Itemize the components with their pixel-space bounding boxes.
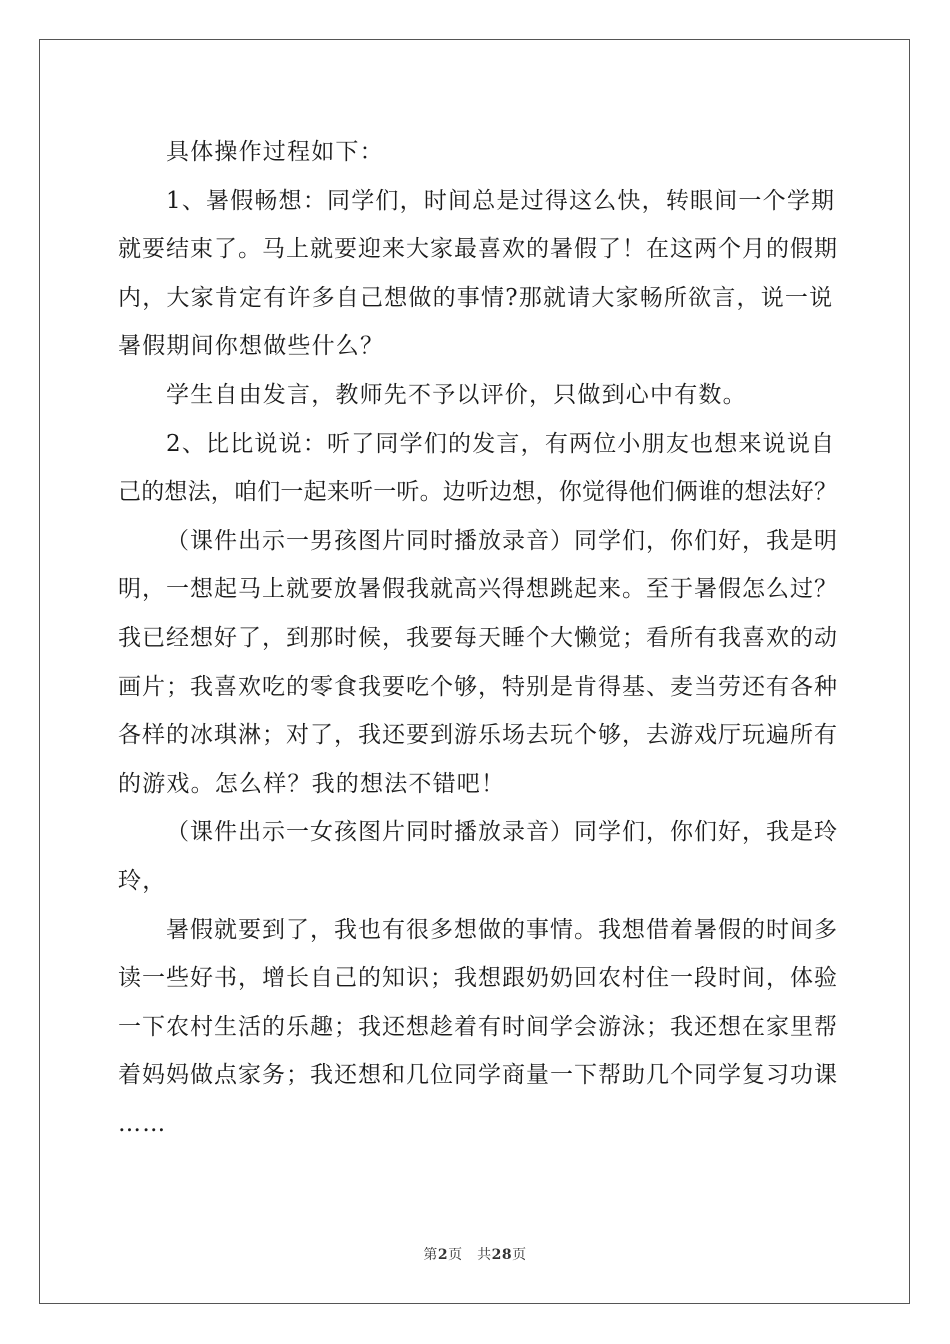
text-line: 内，大家肯定有许多自己想做的事情?那就请大家畅所欲言，说一说 xyxy=(118,284,834,311)
text-line: 着妈妈做点家务；我还想和几位同学商量一下帮助几个同学复习功课 xyxy=(118,1062,838,1089)
text-line: 暑假就要到了，我也有很多想做的事情。我想借着暑假的时间多 xyxy=(166,916,838,943)
text-line: 学生自由发言，教师先不予以评价，只做到心中有数。 xyxy=(166,381,747,408)
current-page-number: 2 xyxy=(437,1247,449,1263)
text-line: 玲， xyxy=(118,867,167,894)
page-prefix: 第 xyxy=(423,1247,438,1263)
text-line: 一下农村生活的乐趣；我还想趁着有时间学会游泳；我还想在家里帮 xyxy=(118,1013,838,1040)
total-page-count: 28 xyxy=(491,1247,513,1263)
document-body xyxy=(118,128,838,1148)
text-line: 我已经想好了，到那时候，我要每天睡个大懒觉；看所有我喜欢的动 xyxy=(118,624,838,651)
text-line: 各样的冰琪淋；对了，我还要到游乐场去玩个够，去游戏厅玩遍所有 xyxy=(118,722,838,749)
text-line: 明，一想起马上就要放暑假我就高兴得想跳起来。至于暑假怎么过？ xyxy=(118,576,838,603)
text-line: 具体操作过程如下： xyxy=(166,139,384,165)
page-mid: 页 共 xyxy=(448,1247,492,1263)
page-suffix: 页 xyxy=(512,1247,527,1263)
text-line: …… xyxy=(118,1110,167,1137)
text-line: 己的想法，咱们一起来听一听。边听边想，你觉得他们俩谁的想法好？ xyxy=(118,479,838,506)
text-line: 1、暑假畅想：同学们，时间总是过得这么快，转眼间一个学期 xyxy=(166,187,836,214)
text-line: （课件出示一男孩图片同时播放录音）同学们，你们好，我是明 xyxy=(166,527,838,554)
page-footer xyxy=(0,1244,950,1264)
text-line: 读一些好书，增长自己的知识；我想跟奶奶回农村住一段时间，体验 xyxy=(118,965,838,992)
text-line: 2、比比说说：听了同学们的发言，有两位小朋友也想来说说自 xyxy=(166,430,836,457)
text-line: 就要结束了。马上就要迎来大家最喜欢的暑假了！在这两个月的假期 xyxy=(118,236,838,263)
text-line: 画片；我喜欢吃的零食我要吃个够，特别是肯得基、麦当劳还有各种 xyxy=(118,673,838,700)
text-line: 的游戏。怎么样？我的想法不错吧！ xyxy=(118,770,506,797)
text-line: （课件出示一女孩图片同时播放录音）同学们，你们好，我是玲 xyxy=(166,819,838,846)
text-line: 暑假期间你想做些什么？ xyxy=(118,333,385,360)
